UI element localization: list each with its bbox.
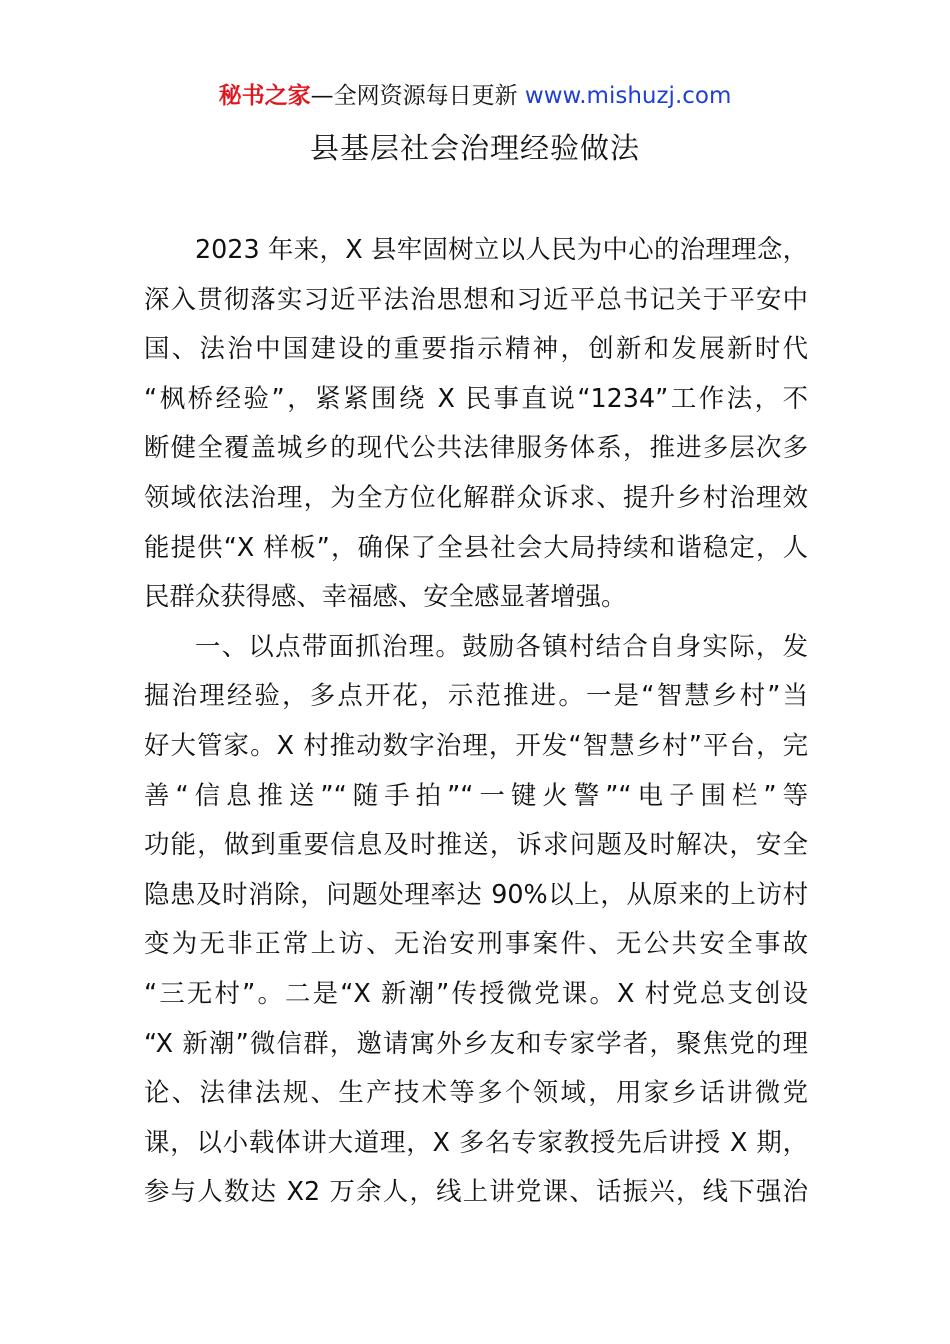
paragraph-line: “枫桥经验”，紧紧围绕 X 民事直说“1234”工作法，不 [144,382,808,413]
paragraph-line: 一、以点带面抓治理。鼓励各镇村结合自身实际，发 [195,630,808,661]
paragraph-line: “三无村”。二是“X 新潮”传授微党课。X 村党总支创设 [144,977,808,1008]
paragraph-line: 领域依法治理，为全方位化解群众诉求、提升乡村治理效 [144,481,808,512]
site-header [0,80,950,112]
paragraph-line: 掘治理经验，多点开花，示范推进。一是“智慧乡村”当 [144,680,808,711]
paragraph-line: 民群众获得感、幸福感、安全感显著增强。 [144,581,627,612]
paragraph-line: 好大管家。X 村推动数字治理，开发“智慧乡村”平台，完 [144,729,808,760]
header-tagline: —全网资源每日更新 [310,83,518,109]
document-title: 县基层社会治理经验做法 [309,131,640,165]
paragraph-line: 课，以小载体讲大道理，X 多名专家教授先后讲授 X 期， [144,1126,808,1157]
paragraph-line: 参与人数达 X2 万余人，线上讲党课、话振兴，线下强治 [144,1176,808,1207]
paragraph-line: 功能，做到重要信息及时推送，诉求问题及时解决，安全 [144,829,808,860]
paragraph-line: 论、法律法规、生产技术等多个领域，用家乡话讲微党 [144,1077,808,1108]
paragraph-line: 深入贯彻落实习近平法治思想和习近平总书记关于平安中 [144,283,808,314]
paragraph-line: 能提供“X 样板”，确保了全县社会大局持续和谐稳定，人 [144,531,808,562]
paragraph-line: 隐患及时消除，问题处理率达 90%以上，从原来的上访村 [144,878,808,909]
brand-name: 秘书之家 [218,83,311,109]
site-url-link[interactable]: www.mishuzj.com [524,83,732,109]
paragraph-line: 变为无非正常上访、无治安刑事案件、无公共安全事故 [144,928,808,959]
paragraph-line: 断健全覆盖城乡的现代公共法律服务体系，推进多层次多 [144,432,808,463]
document-body [144,225,808,1217]
paragraph-line: 国、法治中国建设的重要指示精神，创新和发展新时代 [144,333,808,364]
paragraph-line: “X 新潮”微信群，邀请寓外乡友和专家学者，聚焦党的理 [144,1027,808,1058]
paragraph-line: 2023 年来，X 县牢固树立以人民为中心的治理理念， [195,234,808,264]
paragraph-line: 善“信息推送”“随手拍”“一键火警”“电子围栏”等 [144,779,808,810]
